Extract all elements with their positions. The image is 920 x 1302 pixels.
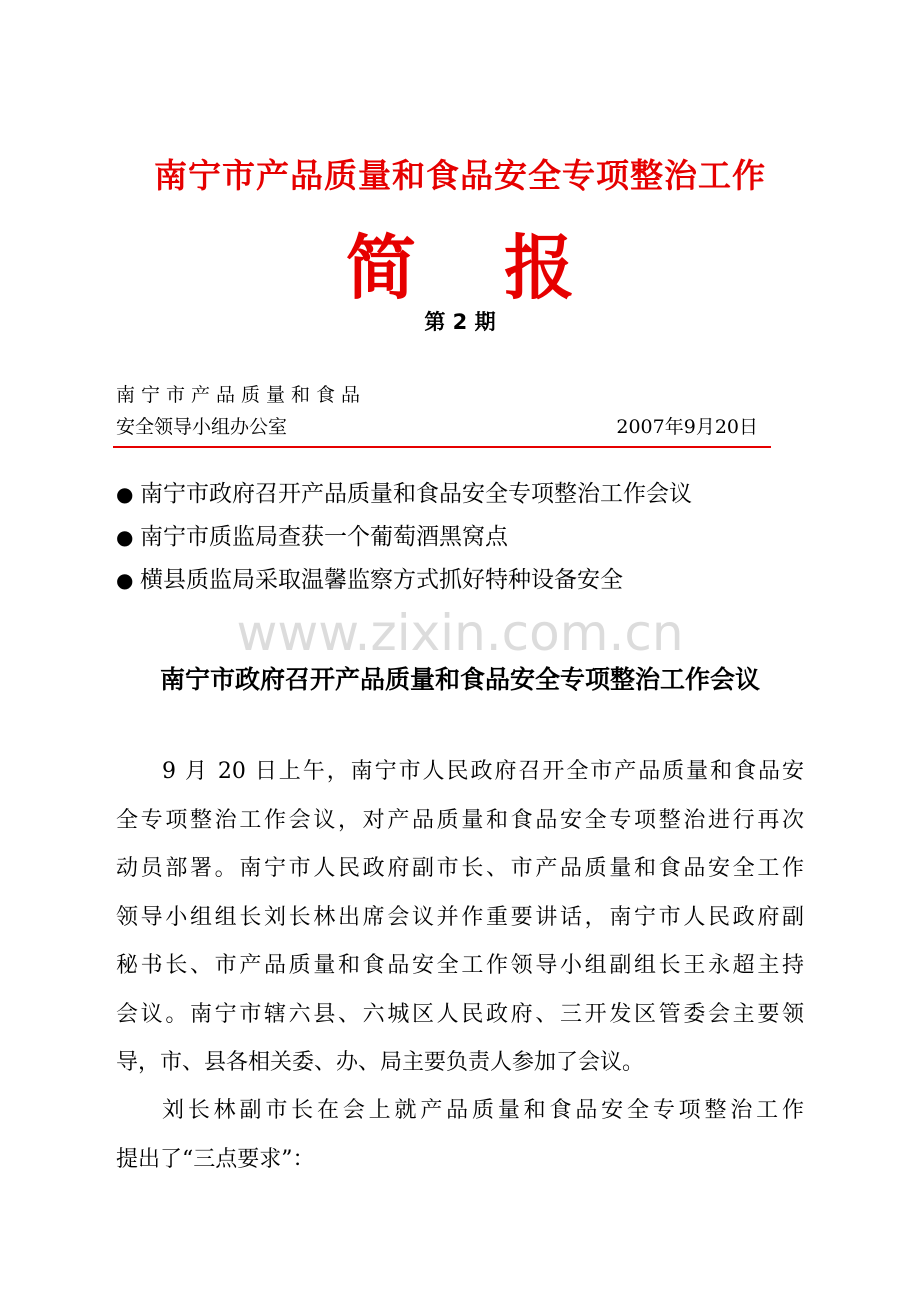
article-paragraph-1: [116, 748, 804, 1088]
paragraph-line: 提出了“三点要求”：: [116, 1146, 315, 1172]
contents-item: [116, 519, 692, 562]
issuer-line-1: 南宁市产品质量和食品: [116, 384, 367, 406]
contents-item-label: 南宁市质监局查获一个葡萄酒黑窝点: [140, 524, 508, 550]
header-divider: [113, 446, 771, 448]
contents-item-label: 横县质监局采取温馨监察方式抓好特种设备安全: [140, 567, 623, 593]
bulletin-header-title: 南宁市产品质量和食品安全专项整治工作: [154, 156, 766, 195]
paragraph-line: 领导小组组长刘长林出席会议并作重要讲话，南宁市人民政府副: [116, 904, 804, 930]
paragraph-line: 导，市、县各相关委、办、局主要负责人参加了会议。: [116, 1050, 645, 1075]
contents-item: [116, 562, 692, 605]
contents-item: [116, 476, 692, 519]
contents-item-label: 南宁市政府召开产品质量和食品安全专项整治工作会议: [140, 481, 692, 507]
paragraph-line: 会议。南宁市辖六县、六城区人民政府、三开发区管委会主要领: [116, 1001, 804, 1027]
issue-number: 第 2 期: [424, 310, 496, 334]
paragraph-line: 动员部署。南宁市人民政府副市长、市产品质量和食品安全工作: [116, 856, 804, 881]
paragraph-line: 全专项整治工作会议，对产品质量和食品安全专项整治进行再次: [116, 807, 804, 833]
paragraph-line: 9 月 20 日上午，南宁市人民政府召开全市产品质量和食品安: [162, 759, 804, 784]
bullet-icon: ●: [116, 525, 134, 549]
contents-list: [116, 476, 692, 605]
bulletin-doc-type: 简 报: [345, 226, 607, 309]
bullet-icon: ●: [116, 482, 134, 506]
paragraph-line: 刘长林副市长在会上就产品质量和食品安全专项整治工作: [162, 1098, 804, 1123]
watermark: www.zixin.com.cn: [236, 604, 684, 662]
article-title: 南宁市政府召开产品质量和食品安全专项整治工作会议: [159, 665, 760, 694]
article-paragraph-2: [116, 1087, 804, 1184]
issue-date: 2007年9月20日: [616, 416, 758, 438]
bullet-icon: ●: [116, 568, 134, 592]
issuer-line-2: 安全领导小组办公室: [116, 416, 288, 438]
paragraph-line: 秘书长、市产品质量和食品安全工作领导小组副组长王永超主持: [116, 953, 804, 978]
